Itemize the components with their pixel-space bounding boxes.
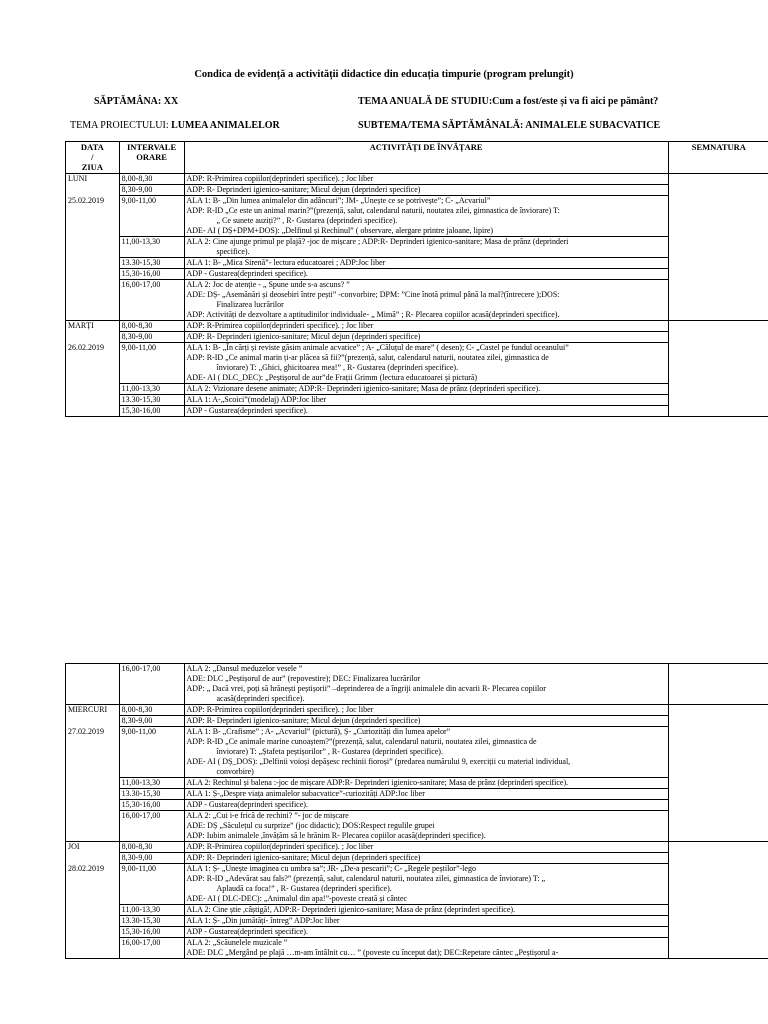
activity-line: ADP - Gustarea(deprinderi specifice). bbox=[186, 927, 308, 936]
project-value: LUMEA ANIMALELOR bbox=[171, 120, 280, 131]
activity-cell bbox=[184, 383, 668, 394]
time-interval: 9,00-11,00 bbox=[119, 727, 184, 778]
col-header-signature: SEMNATURA bbox=[668, 142, 768, 174]
project-theme bbox=[70, 120, 280, 131]
activity-line: ADE- AI ( DȘ+DPM+DOS): „Delfinul și Rechinul” ( observare, alergare printre jaloane, lipire) bbox=[186, 225, 494, 235]
activity-cell bbox=[184, 800, 668, 811]
activity-cell bbox=[184, 916, 668, 927]
table-row bbox=[66, 864, 768, 905]
activity-cell bbox=[184, 342, 668, 383]
activity-line: ALA 1: B- „Din lumea animalelor din adâncuri”; JM- „Unește ce se potrivește”; C- „Acvariul” bbox=[186, 195, 491, 205]
day-name: MARȚI bbox=[68, 320, 94, 330]
table-row bbox=[66, 184, 768, 195]
table-row bbox=[66, 853, 768, 864]
time-interval: 15,30-16,00 bbox=[119, 927, 184, 938]
time-interval: 16,00-17,00 bbox=[119, 811, 184, 842]
time-interval: 8,00-8,30 bbox=[119, 705, 184, 716]
activity-line: ALA 2: Rechinul și balena :-joc de mișcare ADP:R- Deprinderi igienico-sanitare; Masa de prânz (deprinderi specifice). bbox=[186, 778, 569, 787]
col-header-date-line: / bbox=[91, 152, 94, 163]
table-row bbox=[66, 778, 768, 789]
activity-line: ADE- AI ( DLC_DEC): „Peștișorul de aur”de Frații Grimm (lectura educatoarei și pictură) bbox=[186, 372, 478, 382]
activity-line: ALA 2: Cine știe ,câștigă!, ADP:R- Deprinderi igienico-sanitare; Masa de prânz (deprinderi specifice). bbox=[186, 905, 516, 914]
table-row bbox=[66, 905, 768, 916]
activity-cell bbox=[184, 864, 668, 905]
table-row bbox=[66, 705, 768, 716]
activity-line: ADP: R-Primirea copiilor(deprinderi specifice). ; Joc liber bbox=[186, 842, 374, 851]
day-cell bbox=[66, 705, 120, 842]
week-label: SĂPTĂMÂNA: XX bbox=[94, 96, 179, 107]
activity-cell bbox=[184, 727, 668, 778]
table-row bbox=[66, 383, 768, 394]
time-interval: 8,00-8,30 bbox=[119, 320, 184, 331]
time-interval: 11,00-13,30 bbox=[119, 236, 184, 257]
activity-line: ALA 2: „Cui i-e frică de rechini? ”- joc de mișcare bbox=[186, 811, 349, 820]
activity-line: ADP: R- Deprinderi igienico-sanitare; Micul dejun (deprinderi specifice) bbox=[186, 853, 421, 862]
table-row bbox=[66, 664, 768, 705]
table-row bbox=[66, 927, 768, 938]
activity-line: ADP: R-ID „Adevărat sau fals?” (prezență, salut, calendarul naturii, noutatea zilei, gimnastica de înviorare) T: „ bbox=[186, 874, 546, 883]
day-date: 26.02.2019 bbox=[68, 342, 104, 352]
col-header-interval-line: INTERVALE bbox=[127, 142, 177, 152]
activity-cell bbox=[184, 842, 668, 853]
table-row bbox=[66, 716, 768, 727]
activity-line: ALA 2: „Dansul meduzelor vesele ” bbox=[186, 664, 303, 673]
activity-cell bbox=[184, 320, 668, 331]
activity-line: ADP: R-ID „Ce animale marine cunoaștem?”(prezență, salut, calendarul naturii, noutatea zilei, gimnastica de bbox=[186, 737, 537, 746]
activity-line: acasă(deprinderi specifice). bbox=[216, 694, 305, 703]
day-name: LUNI bbox=[68, 173, 88, 183]
col-header-interval-line: ORARE bbox=[136, 152, 167, 163]
activity-line: ADE: DȘ „Săculețul cu surprize” (joc didactic); DOS:Respect regulile grupei bbox=[186, 821, 435, 830]
activity-line: ADP - Gustarea(deprinderi specifice). bbox=[186, 405, 308, 415]
activity-cell bbox=[184, 195, 668, 236]
time-interval: 13.30-15,30 bbox=[119, 916, 184, 927]
activity-line: ADP - Gustarea(deprinderi specifice). bbox=[186, 800, 308, 809]
schedule-table-page2 bbox=[65, 663, 768, 959]
table-row bbox=[66, 331, 768, 342]
activity-line: ADP - Gustarea(deprinderi specifice). bbox=[186, 268, 308, 278]
table-row bbox=[66, 916, 768, 927]
time-interval: 15,30-16,00 bbox=[119, 268, 184, 279]
table-header-row bbox=[66, 142, 768, 174]
day-cell bbox=[66, 173, 120, 320]
day-date: 28.02.2019 bbox=[68, 864, 104, 873]
activity-cell bbox=[184, 938, 668, 959]
time-interval: 13.30-15,30 bbox=[119, 789, 184, 800]
activity-cell bbox=[184, 394, 668, 405]
time-interval: 8,30-9,00 bbox=[119, 716, 184, 727]
activity-line: ALA 1: Ș- „Unește imaginea cu umbra sa”; JR- „De-a pescarii”; C- „Regele peștilor”-lego bbox=[186, 864, 476, 873]
activity-line: ADE- AI ( DLC-DEC): „Animalul din apa!”-poveste creată și cântec bbox=[186, 894, 408, 903]
activity-line: ALA 1: B- „Mica Sirenă”- lectura educatoarei ; ADP:Joc liber bbox=[186, 257, 386, 267]
activity-line: ADP: R-Primirea copiilor(deprinderi specifice). ; Joc liber bbox=[186, 320, 374, 330]
table-row bbox=[66, 938, 768, 959]
activity-line: ADP: Activități de dezvoltare a aptitudinilor individuale- „ Mimă” ; R- Plecarea copiilor acasă(deprinderi specifice). bbox=[186, 309, 560, 319]
activity-line: ALA 1: B- „Crafisme” ; A- „Acvariul” (pictură), Ș- „Curiozități din lumea apelor” bbox=[186, 727, 451, 736]
activity-line: „ Ce sunete auziți?” , R- Gustarea (deprinderi specifice). bbox=[216, 215, 398, 225]
activity-line: ADP: R- Deprinderi igienico-sanitare; Micul dejun (deprinderi specifice) bbox=[186, 716, 421, 725]
time-interval: 16,00-17,00 bbox=[119, 664, 184, 705]
activity-cell bbox=[184, 268, 668, 279]
day-cell bbox=[66, 842, 120, 959]
activity-line: convorbire) bbox=[216, 767, 254, 776]
activity-cell bbox=[184, 664, 668, 705]
time-interval: 11,00-13,30 bbox=[119, 383, 184, 394]
table-row bbox=[66, 268, 768, 279]
day-date: 27.02.2019 bbox=[68, 727, 104, 736]
project-label: TEMA PROIECTULUI: bbox=[70, 120, 169, 131]
day-cell bbox=[66, 664, 120, 705]
table-row bbox=[66, 405, 768, 416]
activity-cell bbox=[184, 173, 668, 184]
signature-cell[interactable] bbox=[668, 705, 768, 842]
activity-line: ALA 1: Ș-„Despre viața animalelor subacvatice”-curiozități ADP:Joc liber bbox=[186, 789, 425, 798]
time-interval: 8,30-9,00 bbox=[119, 184, 184, 195]
time-interval: 11,00-13,30 bbox=[119, 778, 184, 789]
table-row bbox=[66, 195, 768, 236]
activity-line: specifice). bbox=[216, 246, 250, 256]
activity-line: ADE- AI ( DȘ_DOS): „Delfinii voioși depășesc rechinii fioroși” (predarea numărului 9, exerciții cu material individual, bbox=[186, 757, 571, 766]
activity-line: ALA 2: Cine ajunge primul pe plajă? -joc de mișcare ; ADP:R- Deprinderi igienico-sanitare; Masa de prânz (deprinderi bbox=[186, 236, 569, 246]
activity-line: înviorare) T: „Ghici, ghicitoarea mea!” , R- Gustarea (deprinderi specifice). bbox=[216, 362, 459, 372]
time-interval: 8,30-9,00 bbox=[119, 331, 184, 342]
activity-line: ADE: DLC „Mergând pe plajă …m-am întâlnit cu… ” (poveste cu început dat); DEC:Repetare cântec „Peștișorul a- bbox=[186, 948, 559, 957]
activity-line: ADP: R-Primirea copiilor(deprinderi specifice). ; Joc liber bbox=[186, 173, 374, 183]
col-header-date-line: DATA bbox=[80, 142, 104, 152]
activity-line: ALA 1: Ș- „Din jumătăți- întreg” ADP:Joc liber bbox=[186, 916, 340, 925]
activity-line: Finalizarea lucrărilor bbox=[216, 299, 284, 309]
activity-line: ALA 2: Joc de atenție - „ Spune unde s-a ascuns? ” bbox=[186, 279, 350, 289]
day-date: 25.02.2019 bbox=[68, 195, 104, 205]
time-interval: 15,30-16,00 bbox=[119, 405, 184, 416]
activity-line: ALA 1: A-„Scoici”(modelaj) ADP:Joc liber bbox=[186, 394, 327, 404]
time-interval: 8,00-8,30 bbox=[119, 173, 184, 184]
activity-cell bbox=[184, 405, 668, 416]
activity-cell bbox=[184, 905, 668, 916]
time-interval: 15,30-16,00 bbox=[119, 800, 184, 811]
activity-cell bbox=[184, 811, 668, 842]
col-header-date-line: ZIUA bbox=[81, 162, 103, 173]
table-row bbox=[66, 789, 768, 800]
table-row bbox=[66, 173, 768, 184]
table-row bbox=[66, 800, 768, 811]
time-interval: 11,00-13,30 bbox=[119, 905, 184, 916]
table-row bbox=[66, 842, 768, 853]
activity-line: ADP: R-ID „Ce animal marin ți-ar plăcea să fii?”(prezență, salut, calendarul naturii, noutatea zilei, gimnastica de bbox=[186, 352, 549, 362]
document-title: Condica de evidență a activității didactice din educația timpurie (program prelungit) bbox=[194, 69, 574, 80]
activity-line: ADP: R-Primirea copiilor(deprinderi specifice). ; Joc liber bbox=[186, 705, 374, 714]
table-row bbox=[66, 342, 768, 383]
activity-line: ADP: Iubim animalele ,învățăm să le hrănim R- Plecarea copiilor acasă(deprinderi specifice). bbox=[186, 831, 486, 840]
activity-line: ADP: „ Dacă vrei, poți să hrănești peștișorii” –deprinderea de a îngriji animalele din acvarii R- Plecarea copiilor bbox=[186, 684, 546, 693]
day-cell bbox=[66, 320, 120, 416]
activity-line: ADP: R- Deprinderi igienico-sanitare; Micul dejun (deprinderi specifice) bbox=[186, 331, 421, 341]
col-header-activities: ACTIVITĂȚI DE ÎNVĂȚARE bbox=[184, 142, 668, 174]
signature-cell[interactable] bbox=[668, 842, 768, 959]
activity-line: ADE: DȘ- „Asemănări și deosebiri între pești” -convorbire; DPM: ”Cine înotă primul până la mal?(întrecere );DOS: bbox=[186, 289, 560, 299]
activity-cell bbox=[184, 331, 668, 342]
activity-cell bbox=[184, 927, 668, 938]
signature-cell[interactable] bbox=[668, 173, 768, 320]
table-row bbox=[66, 394, 768, 405]
time-interval: 9,00-11,00 bbox=[119, 864, 184, 905]
table-row bbox=[66, 320, 768, 331]
activity-line: înviorare) T: „Ștafeta peștișorilor” , R- Gustarea (deprinderi specifice). bbox=[216, 747, 443, 756]
activity-cell bbox=[184, 853, 668, 864]
time-interval: 9,00-11,00 bbox=[119, 342, 184, 383]
activity-cell bbox=[184, 279, 668, 320]
activity-line: Aplaudă ca foca!” , R- Gustarea (deprinderi specifice). bbox=[216, 884, 392, 893]
activity-line: ADP: R-ID „Ce este un animal marin?”(prezență, salut, calendarul naturii, noutatea zilei, gimnastica de înviorare) T: bbox=[186, 205, 560, 215]
activity-line: ADE: DLC „Peștișorul de aur” (repovestire); DEC: Finalizarea lucrărilor bbox=[186, 674, 421, 683]
schedule-table-page1 bbox=[65, 141, 768, 417]
day-name: MIERCURI bbox=[68, 705, 108, 714]
time-interval: 16,00-17,00 bbox=[119, 938, 184, 959]
time-interval: 13.30-15,30 bbox=[119, 257, 184, 268]
activity-cell bbox=[184, 236, 668, 257]
table-row bbox=[66, 811, 768, 842]
time-interval: 13.30-15,30 bbox=[119, 394, 184, 405]
activity-cell bbox=[184, 184, 668, 195]
time-interval: 16,00-17,00 bbox=[119, 279, 184, 320]
time-interval: 8,00-8,30 bbox=[119, 842, 184, 853]
day-name: JOI bbox=[68, 842, 80, 851]
table-row bbox=[66, 236, 768, 257]
activity-line: ALA 1: B- „În cărți și reviste găsim animale acvatice” ; A- „Căluțul de mare” ( desen); C- „Castel pe fundul oceanului” bbox=[186, 342, 569, 352]
table-row bbox=[66, 257, 768, 268]
activity-line: ADP: R- Deprinderi igienico-sanitare; Micul dejun (deprinderi specifice) bbox=[186, 184, 421, 194]
table-row bbox=[66, 279, 768, 320]
col-header-date bbox=[66, 142, 120, 174]
annual-theme: TEMA ANUALĂ DE STUDIU:Cum a fost/este și va fi aici pe pământ? bbox=[358, 96, 659, 107]
signature-cell[interactable] bbox=[668, 664, 768, 705]
activity-cell bbox=[184, 789, 668, 800]
activity-cell bbox=[184, 716, 668, 727]
activity-line: ALA 2: Vizionare desene animate; ADP:R- Deprinderi igienico-sanitare; Masa de prânz (deprinderi specifice). bbox=[186, 383, 541, 393]
activity-line: ALA 2: „Scăunelele muzicale ” bbox=[186, 938, 288, 947]
table-row bbox=[66, 727, 768, 778]
activity-cell bbox=[184, 257, 668, 268]
weekly-subtheme: SUBTEMA/TEMA SĂPTĂMÂNALĂ: ANIMALELE SUBACVATICE bbox=[358, 120, 661, 131]
time-interval: 8,30-9,00 bbox=[119, 853, 184, 864]
time-interval: 9,00-11,00 bbox=[119, 195, 184, 236]
activity-cell bbox=[184, 778, 668, 789]
signature-cell[interactable] bbox=[668, 320, 768, 416]
col-header-interval bbox=[119, 142, 184, 174]
activity-cell bbox=[184, 705, 668, 716]
